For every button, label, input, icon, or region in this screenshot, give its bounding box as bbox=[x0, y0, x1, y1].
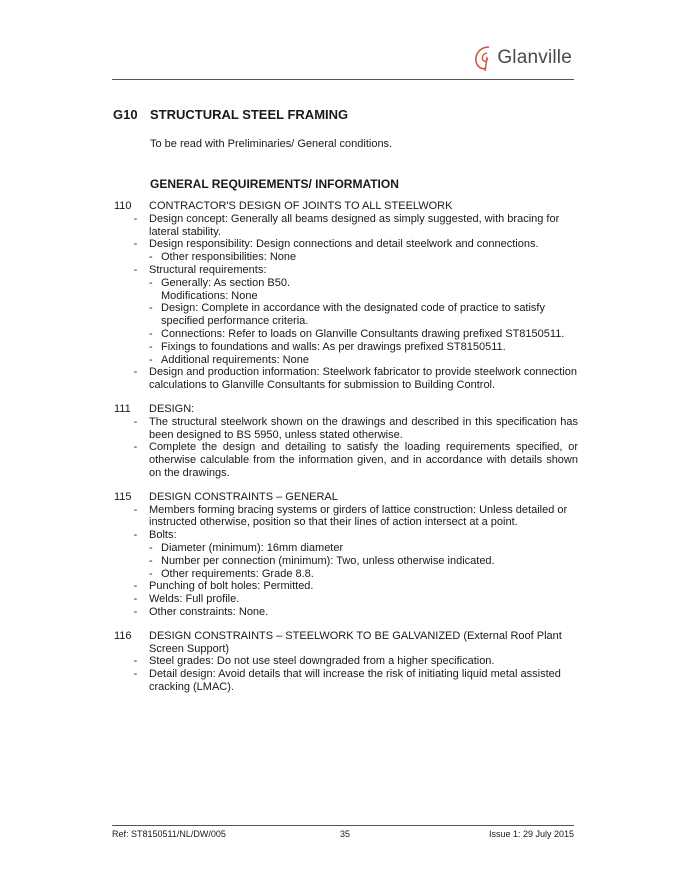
clause-number: 115 bbox=[114, 490, 132, 503]
list-item bbox=[112, 580, 578, 593]
section-code: G10 bbox=[113, 107, 138, 122]
list-item-body bbox=[149, 504, 578, 530]
sub-list-item-text: Diameter (minimum): 16mm diameter bbox=[161, 541, 344, 554]
sub-list-item bbox=[149, 328, 578, 341]
sub-bullet-dash: - bbox=[149, 327, 153, 340]
clause-body bbox=[133, 629, 578, 694]
list-item-text: Other constraints: None. bbox=[149, 605, 269, 618]
clause-title: DESIGN CONSTRAINTS – STEELWORK TO BE GALVANIZED (External Roof Plant Screen Support) bbox=[149, 629, 562, 655]
clause-items bbox=[112, 504, 578, 619]
list-item-text: Complete the design and detailing to satisfy the loading requirements specified, or otherwise calculable from the information given, and in accordance with details shown on the drawings. bbox=[149, 441, 578, 479]
clause-items bbox=[112, 416, 578, 480]
sub-list bbox=[149, 542, 578, 580]
list-item-body bbox=[149, 366, 578, 392]
sub-list-item bbox=[149, 302, 578, 328]
clause-title: DESIGN CONSTRAINTS – GENERAL bbox=[149, 490, 338, 503]
clause-number: 110 bbox=[114, 200, 132, 212]
clause-number: 111 bbox=[114, 402, 131, 415]
sub-list bbox=[149, 277, 578, 367]
list-item-text: Members forming bracing systems or girders of lattice construction: Unless detailed or instructed otherwise, position so that their lines of action intersect at a point. bbox=[149, 503, 568, 529]
header-divider bbox=[112, 79, 574, 80]
list-item-text: Design and production information: Steelwork fabricator to provide steelwork connection calculations to Glanville Consultants for submission to Building Control. bbox=[149, 366, 578, 392]
list-item-text: Welds: Full profile. bbox=[149, 593, 240, 606]
sub-bullet-dash: - bbox=[149, 302, 153, 315]
company-logo bbox=[472, 44, 572, 72]
list-item bbox=[112, 213, 578, 239]
footer-issue: Issue 1: 29 July 2015 bbox=[488, 829, 574, 839]
list-item bbox=[112, 593, 578, 606]
list-item-body bbox=[149, 655, 578, 668]
clause-number: 116 bbox=[114, 629, 132, 642]
sub-list-item-text: Number per connection (minimum): Two, unless otherwise indicated. bbox=[161, 554, 495, 567]
glanville-mark-icon bbox=[472, 44, 494, 72]
sub-list-item bbox=[149, 542, 578, 555]
sub-bullet-dash: - bbox=[149, 567, 153, 580]
bullet-dash: - bbox=[133, 529, 138, 542]
sub-bullet-dash: - bbox=[149, 340, 153, 353]
list-item-body bbox=[149, 593, 578, 606]
sub-bullet-dash: - bbox=[149, 251, 153, 264]
clause-body bbox=[133, 200, 578, 392]
list-item-text: Design responsibility: Design connections and detail steelwork and connections. bbox=[149, 238, 539, 251]
sub-list-item-text: Generally: As section B50. Modifications: None bbox=[161, 276, 291, 302]
list-item-body bbox=[149, 238, 578, 264]
bullet-dash: - bbox=[133, 415, 138, 428]
clause-115 bbox=[112, 491, 578, 619]
bullet-dash: - bbox=[133, 668, 138, 681]
bullet-dash: - bbox=[133, 580, 138, 593]
sub-list-item-text: Connections: Refer to loads on Glanville Consultants drawing prefixed ST8150511. bbox=[161, 327, 565, 340]
bullet-dash: - bbox=[133, 441, 138, 454]
list-item bbox=[112, 606, 578, 619]
list-item-text: Steel grades: Do not use steel downgraded from a higher specification. bbox=[149, 655, 495, 668]
clause-body bbox=[133, 490, 578, 619]
list-item bbox=[112, 668, 578, 694]
list-item-text: Punching of bolt holes: Permitted. bbox=[149, 580, 314, 593]
list-item-text: Structural requirements: bbox=[149, 263, 267, 276]
clause-title: DESIGN: bbox=[149, 402, 195, 415]
section-heading bbox=[113, 107, 348, 122]
clause-111 bbox=[112, 403, 578, 480]
list-item-body bbox=[149, 606, 578, 619]
bullet-dash: - bbox=[133, 593, 138, 606]
clause-110 bbox=[112, 200, 578, 392]
list-item bbox=[112, 504, 578, 530]
logo-text: Glanville bbox=[497, 47, 572, 68]
list-item-body bbox=[149, 213, 578, 239]
sub-list-item-text: Design: Complete in accordance with the designated code of practice to satisfy specified performance criteria. bbox=[161, 302, 545, 328]
list-item bbox=[112, 441, 578, 479]
list-item-text: The structural steelwork shown on the drawings and described in this specification has been designed to BS 5950, unless stated otherwise. bbox=[149, 415, 578, 441]
list-item-text: Bolts: bbox=[149, 529, 177, 542]
list-item-body bbox=[149, 668, 578, 694]
bullet-dash: - bbox=[133, 655, 138, 668]
list-item-body bbox=[149, 264, 578, 366]
bullet-dash: - bbox=[133, 238, 138, 251]
sub-list-item bbox=[149, 251, 578, 264]
sub-list-item bbox=[149, 555, 578, 568]
section-preamble: To be read with Preliminaries/ General conditions. bbox=[150, 138, 393, 150]
sub-list-item bbox=[149, 568, 578, 581]
list-item bbox=[112, 238, 578, 264]
sub-list-item-text: Other requirements: Grade 8.8. bbox=[161, 567, 314, 580]
sub-list-item-text: Additional requirements: None bbox=[161, 353, 309, 366]
bullet-dash: - bbox=[133, 503, 138, 516]
bullet-dash: - bbox=[133, 212, 138, 225]
section-title: STRUCTURAL STEEL FRAMING bbox=[150, 107, 349, 122]
sub-list-item bbox=[149, 277, 578, 303]
list-item bbox=[112, 264, 578, 366]
list-item-body bbox=[149, 580, 578, 593]
footer-reference: Ref: ST8150511/NL/DW/005 bbox=[112, 829, 226, 839]
sub-bullet-dash: - bbox=[149, 541, 153, 554]
list-item-text: Design concept: Generally all beams designed as simply suggested, with bracing for lateral stability. bbox=[149, 212, 560, 238]
list-item-body bbox=[149, 441, 578, 479]
bullet-dash: - bbox=[133, 263, 138, 276]
clause-body bbox=[133, 402, 578, 480]
bullet-dash: - bbox=[133, 366, 138, 379]
clause-title: CONTRACTOR'S DESIGN OF JOINTS TO ALL STEELWORK bbox=[149, 200, 453, 212]
list-item bbox=[112, 529, 578, 580]
sub-bullet-dash: - bbox=[149, 276, 153, 289]
sub-bullet-dash: - bbox=[149, 353, 153, 366]
clause-items bbox=[112, 655, 578, 693]
sub-list-item bbox=[149, 354, 578, 367]
clause-116 bbox=[112, 630, 578, 694]
sub-list-item bbox=[149, 341, 578, 354]
list-item-body bbox=[149, 416, 578, 442]
list-item bbox=[112, 416, 578, 442]
sub-list-item-text: Other responsibilities: None bbox=[161, 251, 297, 264]
list-item-body bbox=[149, 529, 578, 580]
clause-list bbox=[112, 200, 578, 705]
clause-items bbox=[112, 213, 578, 392]
page-number: 35 bbox=[340, 829, 351, 839]
footer-divider bbox=[112, 825, 574, 826]
sub-list-item-text: Fixings to foundations and walls: As per drawings prefixed ST8150511. bbox=[161, 340, 506, 353]
bullet-dash: - bbox=[133, 605, 138, 618]
section-subheading: GENERAL REQUIREMENTS/ INFORMATION bbox=[150, 177, 399, 191]
list-item bbox=[112, 655, 578, 668]
sub-bullet-dash: - bbox=[149, 554, 153, 567]
list-item bbox=[112, 366, 578, 392]
sub-list bbox=[149, 251, 578, 264]
list-item-text: Detail design: Avoid details that will increase the risk of initiating liquid metal assisted cracking (LMAC). bbox=[149, 668, 561, 693]
